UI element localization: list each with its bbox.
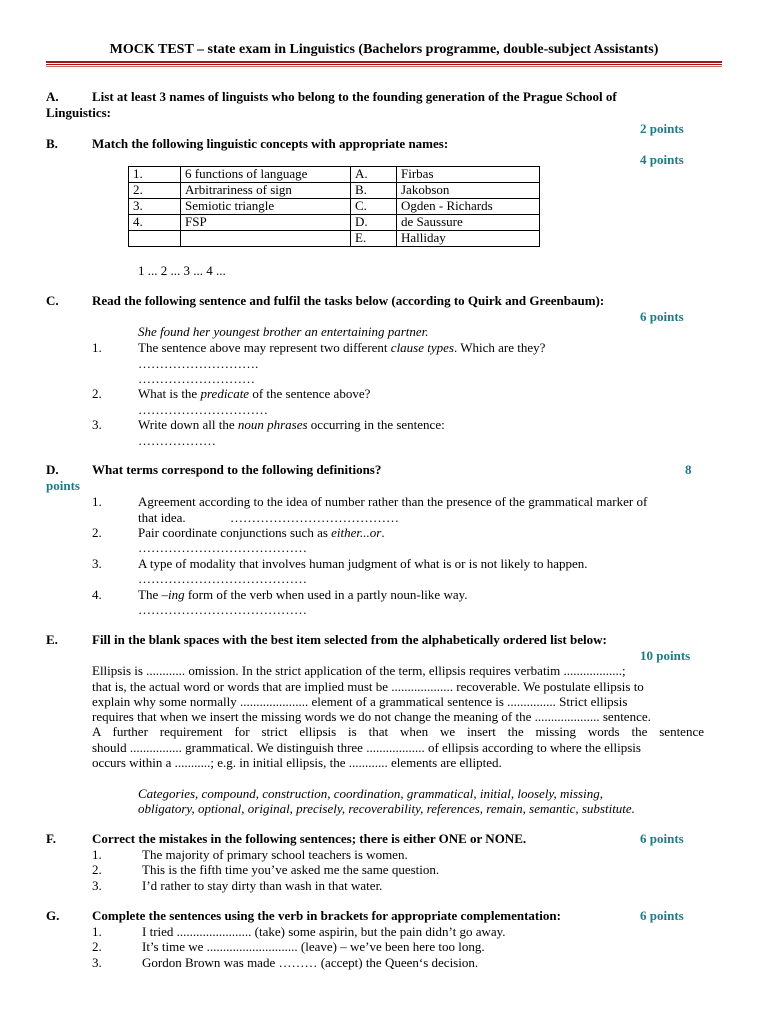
name-letter: E. — [351, 231, 397, 247]
item-number: 2. — [92, 862, 102, 877]
section-b-points: 4 points — [640, 152, 684, 167]
section-e-paragraph-line: occurs within a ...........; e.g. in initial ellipsis, the ............ elements are ellipted. — [92, 755, 502, 770]
section-c-task-1: The sentence above may represent two different clause types. Which are they? — [138, 340, 546, 355]
section-d-definition-1-cont: that idea. — [138, 510, 186, 525]
answer-line: ……………… — [138, 433, 216, 448]
section-e-word-list-cont: obligatory, optional, original, precisely, recoverability, references, remain, semantic, substitute. — [138, 801, 635, 816]
answer-line: ………………………………… — [138, 540, 307, 555]
item-number: 3. — [92, 878, 102, 893]
answer-line: ………………………… — [138, 402, 268, 417]
concept-name: 6 functions of language — [181, 167, 351, 183]
item-number: 1. — [92, 847, 102, 862]
header-rule — [46, 61, 722, 63]
item-number: 1. — [92, 924, 102, 939]
answer-line: ………………………………… — [138, 602, 307, 617]
concept-number: 3. — [129, 199, 181, 215]
section-d-question: What terms correspond to the following definitions? — [92, 462, 382, 477]
name-letter: A. — [351, 167, 397, 183]
list-item: I’d rather to stay dirty than wash in that water. — [142, 878, 383, 893]
section-e-paragraph-line: A further requirement for strict ellipsis is that when we insert the missing words the sentence — [92, 724, 704, 739]
table-row — [129, 183, 540, 199]
matching-table — [128, 166, 540, 247]
section-e-points: 10 points — [640, 648, 691, 663]
header-rule-thin — [46, 64, 722, 65]
section-e-word-list: Categories, compound, construction, coordination, grammatical, initial, loosely, missing, — [138, 786, 603, 801]
section-c-question: Read the following sentence and fulfil the tasks below (according to Quirk and Greenbaum): — [92, 293, 605, 308]
linguist-name: Halliday — [397, 231, 540, 247]
section-e-paragraph-line: that is, the actual word or words that are implied must be ................... recoverable. We postulate ellipsis to — [92, 679, 644, 694]
concept-number — [129, 231, 181, 247]
concept-name — [181, 231, 351, 247]
section-g-points: 6 points — [640, 908, 684, 923]
section-f-question: Correct the mistakes in the following sentences; there is either ONE or NONE. — [92, 831, 527, 846]
concept-number: 4. — [129, 215, 181, 231]
item-number: 3. — [92, 556, 102, 571]
linguist-name: Ogden - Richards — [397, 199, 540, 215]
section-f-letter: F. — [46, 831, 56, 846]
table-row — [129, 199, 540, 215]
section-e-paragraph-line: requires that when we insert the missing words we do not change the meaning of the .................... sentence. — [92, 709, 651, 724]
section-f-points: 6 points — [640, 831, 684, 846]
section-g-letter: G. — [46, 908, 60, 923]
concept-name: Arbitrariness of sign — [181, 183, 351, 199]
section-d-definition-1: Agreement according to the idea of number rather than the presence of the grammatical marker of — [138, 494, 648, 509]
answer-line: ………………………. — [138, 356, 259, 371]
section-d-definition-2: Pair coordinate conjunctions such as either...or. — [138, 525, 385, 540]
header-rule-light — [46, 66, 722, 67]
list-item: I tried ....................... (take) some aspirin, but the pain didn’t go away. — [142, 924, 506, 939]
answer-line: ……………………… — [138, 371, 255, 386]
concept-name: Semiotic triangle — [181, 199, 351, 215]
section-e-paragraph-line: Ellipsis is ............ omission. In the strict application of the term, ellipsis requires verbatim ..................; — [92, 663, 626, 678]
table-row — [129, 231, 540, 247]
section-e-question: Fill in the blank spaces with the best item selected from the alphabetically ordered list below: — [92, 632, 607, 647]
section-e-paragraph-line: explain why some normally ..................... element of a grammatical sentence is ............... Strict ellipsis — [92, 694, 628, 709]
section-c-sentence: She found her youngest brother an entertaining partner. — [138, 324, 429, 339]
list-item: It’s time we ............................ (leave) – we’ve been here too long. — [142, 939, 485, 954]
section-a-letter: A. — [46, 89, 59, 104]
section-b-answer-line: 1 ... 2 ... 3 ... 4 ... — [138, 263, 226, 278]
list-item: Gordon Brown was made ……… (accept) the Queen‘s decision. — [142, 955, 479, 970]
section-d-definition-3: A type of modality that involves human judgment of what is or is not likely to happen. — [138, 556, 588, 571]
section-d-definition-4: The –ing form of the verb when used in a partly noun-like way. — [138, 587, 468, 602]
answer-line: ………………………………… — [138, 571, 307, 586]
section-c-task-3: Write down all the noun phrases occurring in the sentence: — [138, 417, 445, 432]
section-e-paragraph-line: should ................ grammatical. We distinguish three .................. of ellipsis according to where the ellipsis — [92, 740, 641, 755]
name-letter: B. — [351, 183, 397, 199]
item-number: 2. — [92, 939, 102, 954]
item-number: 3. — [92, 955, 102, 970]
section-c-letter: C. — [46, 293, 59, 308]
item-number: 3. — [92, 417, 102, 432]
page-title: MOCK TEST – state exam in Linguistics (Bachelors programme, double-subject Assistants) — [109, 42, 659, 57]
linguist-name: Jakobson — [397, 183, 540, 199]
name-letter: C. — [351, 199, 397, 215]
item-number: 2. — [92, 525, 102, 540]
section-c-task-2: What is the predicate of the sentence above? — [138, 386, 371, 401]
table-row — [129, 215, 540, 231]
section-a-question-cont: Linguistics: — [46, 105, 112, 120]
concept-number: 2. — [129, 183, 181, 199]
list-item: This is the fifth time you’ve asked me the same question. — [142, 862, 440, 877]
section-d-points-cont: points — [46, 478, 80, 493]
item-number: 1. — [92, 340, 102, 355]
item-number: 1. — [92, 494, 102, 509]
section-a-question: List at least 3 names of linguists who belong to the founding generation of the Prague School of — [92, 89, 617, 104]
name-letter: D. — [351, 215, 397, 231]
section-b-question: Match the following linguistic concepts with appropriate names: — [92, 136, 449, 151]
concept-number: 1. — [129, 167, 181, 183]
section-e-letter: E. — [46, 632, 58, 647]
section-b-letter: B. — [46, 136, 58, 151]
section-g-question: Complete the sentences using the verb in brackets for appropriate complementation: — [92, 908, 561, 923]
item-number: 2. — [92, 386, 102, 401]
section-d-letter: D. — [46, 462, 59, 477]
answer-line: ………………………………… — [230, 510, 399, 525]
section-d-points: 8 — [685, 462, 692, 477]
concept-name: FSP — [181, 215, 351, 231]
item-number: 4. — [92, 587, 102, 602]
linguist-name: de Saussure — [397, 215, 540, 231]
section-a-points: 2 points — [640, 121, 684, 136]
table-row — [129, 167, 540, 183]
linguist-name: Firbas — [397, 167, 540, 183]
section-c-points: 6 points — [640, 309, 684, 324]
list-item: The majority of primary school teachers is women. — [142, 847, 408, 862]
